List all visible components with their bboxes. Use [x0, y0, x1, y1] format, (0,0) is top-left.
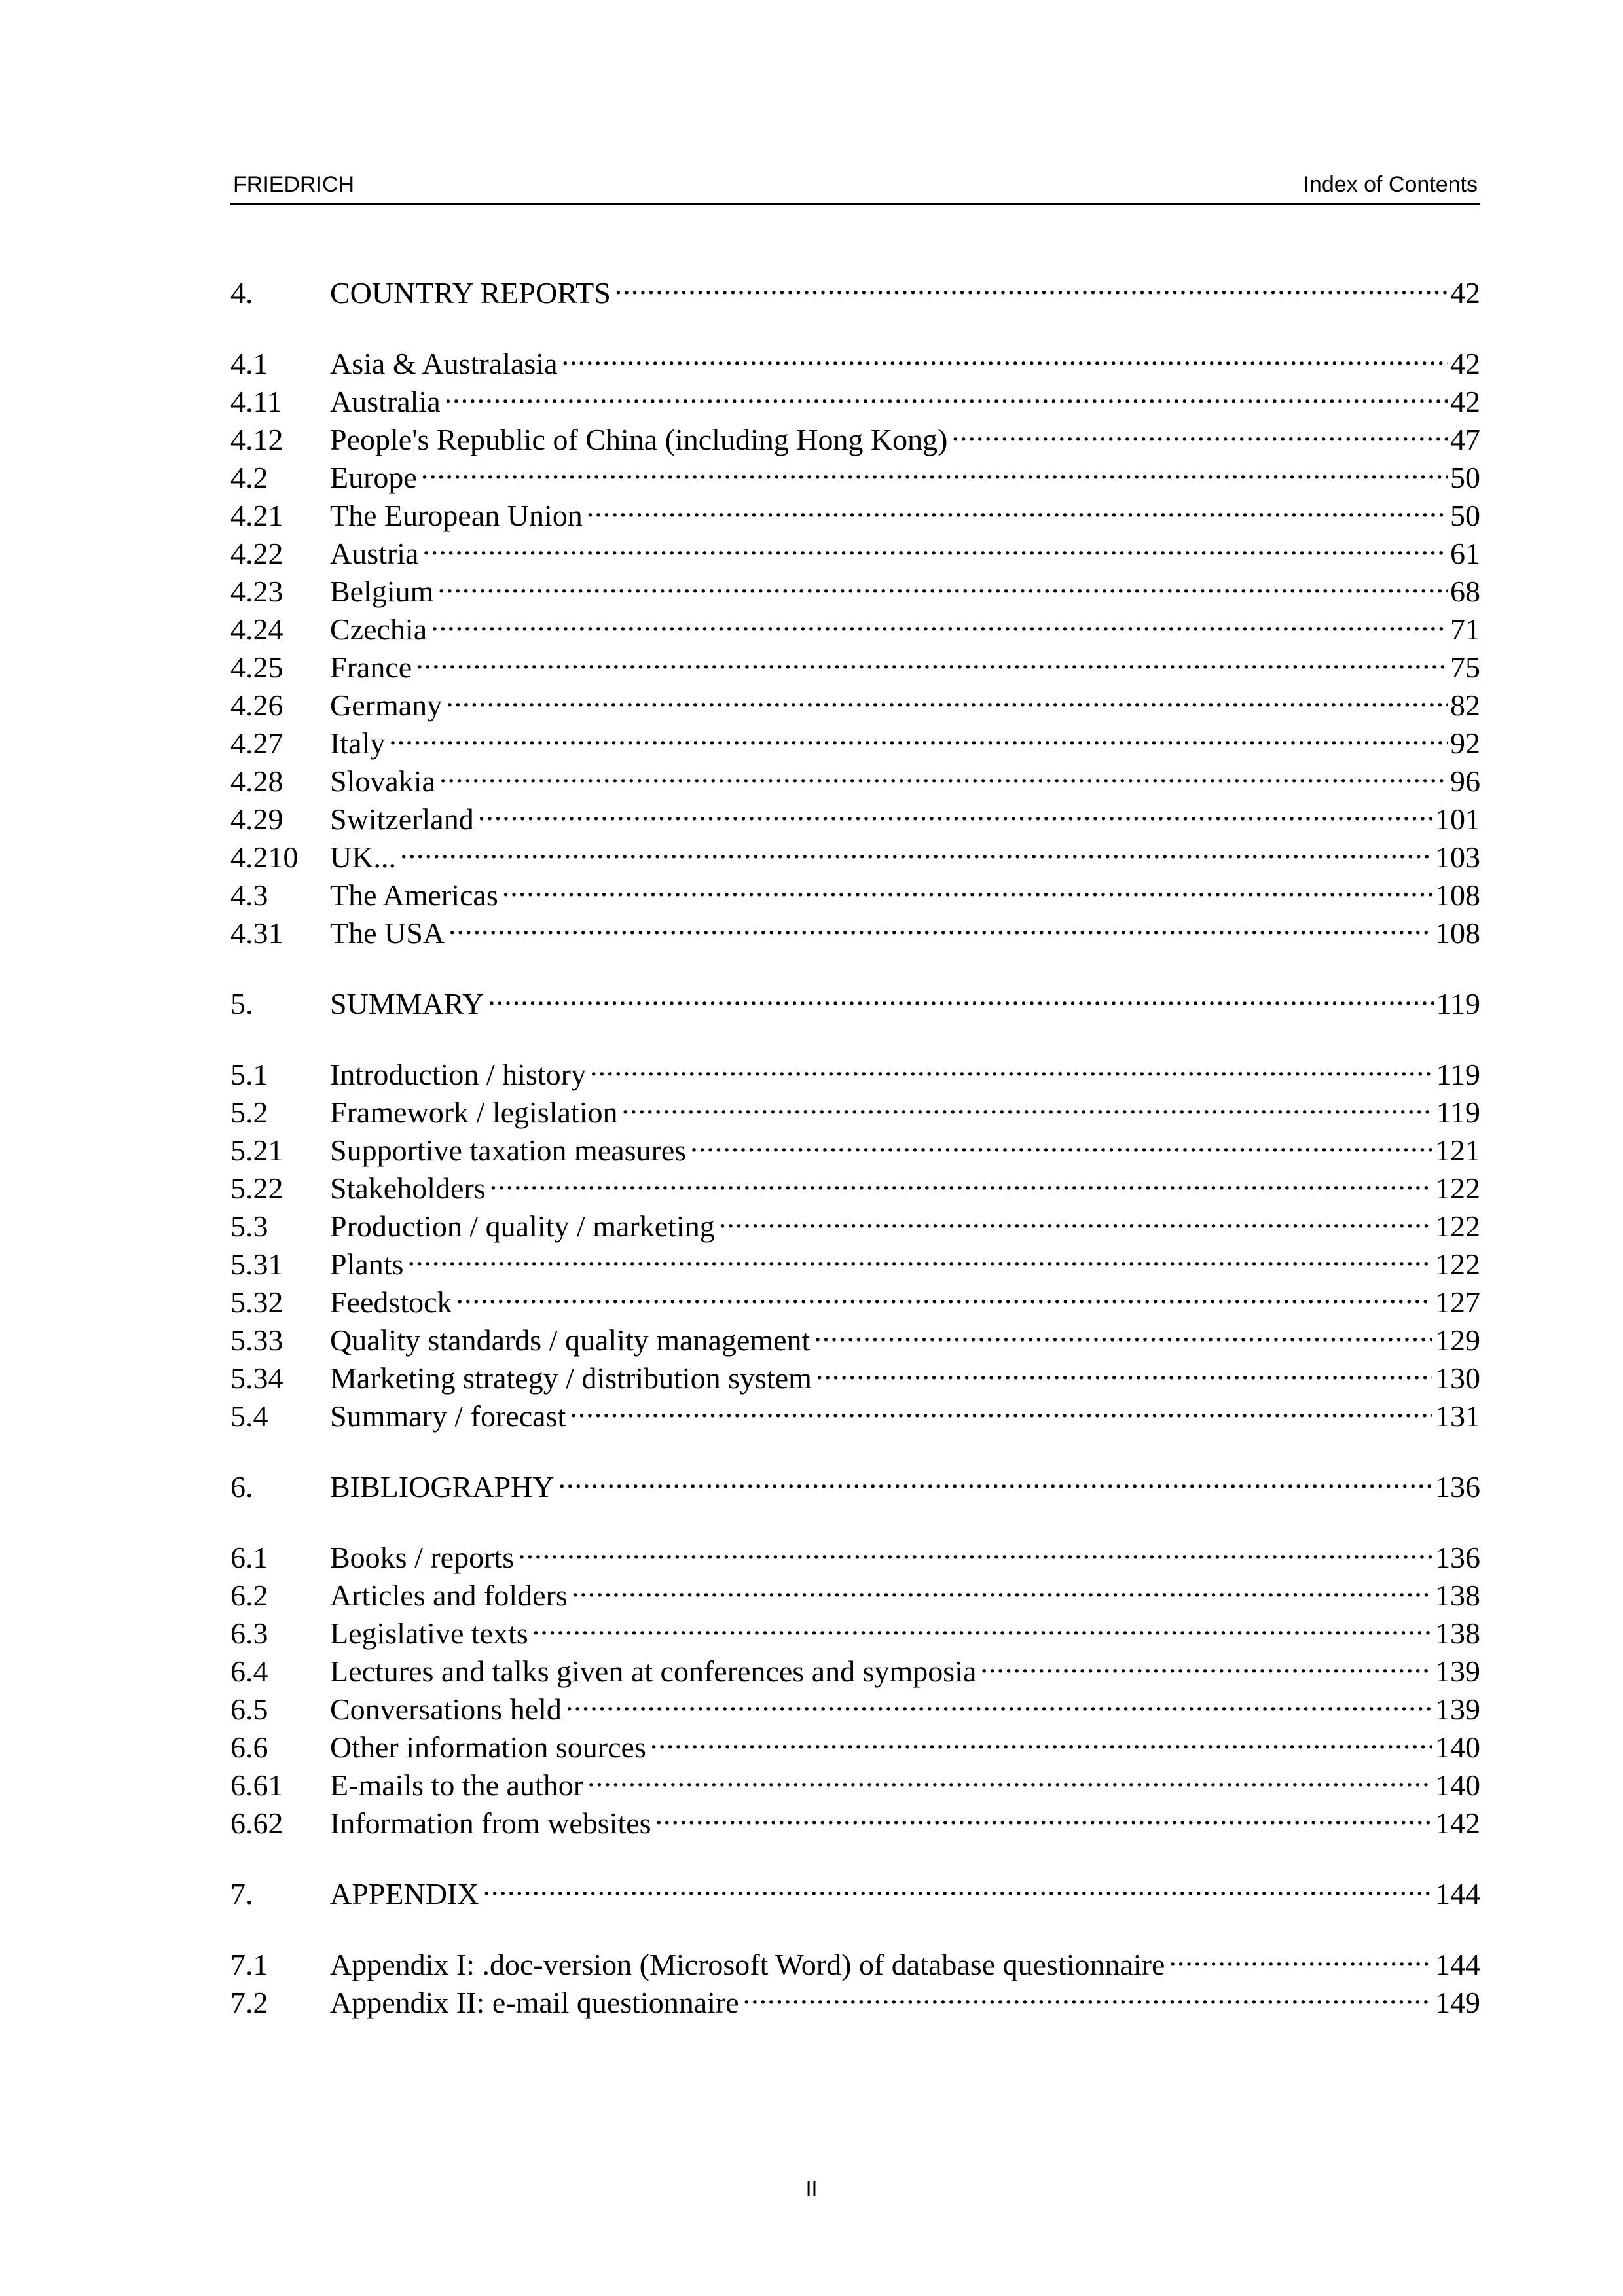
toc-entry[interactable] — [230, 677, 1480, 722]
toc-entry[interactable] — [230, 867, 1480, 912]
toc-entry-page: 136 — [1435, 1541, 1480, 1574]
toc-entry-title: Other information sources — [330, 1731, 646, 1764]
toc-entry-title: Framework / legislation — [330, 1096, 618, 1129]
toc-entry[interactable] — [230, 715, 1480, 760]
toc-entry-number: 4.28 — [230, 764, 283, 798]
toc-entry-number: 4.2 — [230, 461, 268, 494]
toc-entry-title: Appendix I: .doc-version (Microsoft Word) of database questionnaire — [330, 1948, 1165, 1981]
toc-entry-number: 4.27 — [230, 726, 283, 760]
toc-entry-page: 50 — [1450, 499, 1480, 532]
dot-leader — [621, 1085, 1433, 1122]
toc-entry-title: E-mails to the author — [330, 1768, 584, 1802]
toc-entry-title: Legislative texts — [330, 1617, 528, 1650]
toc-entry-page: 47 — [1450, 423, 1480, 456]
toc-entry-number: 5.1 — [230, 1058, 268, 1091]
toc-entry-title: Europe — [330, 461, 417, 494]
toc-entry[interactable] — [230, 336, 1480, 380]
dot-leader — [421, 450, 1448, 488]
toc-entry-title: APPENDIX — [330, 1877, 479, 1910]
toc-entry[interactable] — [230, 1530, 1480, 1574]
toc-entry-number: 7. — [230, 1877, 253, 1910]
toc-entry-title: Czechia — [330, 613, 428, 646]
toc-entry-number: 5.32 — [230, 1285, 283, 1319]
dot-leader — [1169, 1937, 1432, 1975]
toc-entry-number: 5.31 — [230, 1247, 283, 1281]
dot-leader — [431, 601, 1448, 639]
toc-entry-number: 5.33 — [230, 1323, 283, 1357]
toc-entry-page: 140 — [1435, 1768, 1480, 1802]
dot-leader — [532, 1605, 1432, 1643]
toc-entry-page: 119 — [1436, 987, 1480, 1020]
toc-entry-title: Articles and folders — [330, 1579, 568, 1612]
toc-entry-title: Summary / forecast — [330, 1399, 566, 1433]
toc-entry-page: 119 — [1436, 1058, 1480, 1091]
dot-leader — [814, 1312, 1432, 1350]
toc-entry-number: 5.2 — [230, 1096, 268, 1129]
toc-entry-page: 149 — [1435, 1986, 1480, 2019]
toc-entry-title: Quality standards / quality management — [330, 1323, 811, 1357]
toc-entry-title: Supportive taxation measures — [330, 1134, 687, 1167]
toc-entry-title: Stakeholders — [330, 1172, 486, 1205]
dot-leader — [615, 265, 1448, 303]
dot-leader — [439, 753, 1448, 791]
toc-entry-page: 121 — [1435, 1134, 1480, 1167]
toc-entry-page: 122 — [1435, 1210, 1480, 1243]
toc-entry-page: 142 — [1435, 1806, 1480, 1840]
toc-entry-page: 127 — [1435, 1285, 1480, 1319]
toc-entry-title: Asia & Australasia — [330, 347, 558, 380]
table-of-contents — [230, 265, 1480, 2019]
toc-entry-number: 6.62 — [230, 1806, 283, 1840]
toc-entry-number: 6.5 — [230, 1693, 268, 1726]
toc-entry-number: 5.22 — [230, 1172, 283, 1205]
toc-entry-number: 6.4 — [230, 1655, 268, 1688]
toc-entry-title: Production / quality / marketing — [330, 1210, 715, 1243]
toc-entry[interactable] — [230, 1866, 1480, 1910]
toc-entry-page: 130 — [1435, 1361, 1480, 1395]
toc-entry-title: Feedstock — [330, 1285, 452, 1319]
toc-entry[interactable] — [230, 639, 1480, 684]
toc-entry-page: 144 — [1435, 1877, 1480, 1910]
dot-leader — [572, 1568, 1432, 1605]
toc-entry-title: France — [330, 651, 412, 684]
toc-entry-title: BIBLIOGRAPHY — [330, 1470, 555, 1503]
toc-entry-title: Appendix II: e-mail questionnaire — [330, 1986, 739, 2019]
toc-entry-number: 6.2 — [230, 1579, 268, 1612]
toc-entry-page: 108 — [1435, 878, 1480, 912]
dot-leader — [587, 488, 1448, 526]
toc-entry-number: 5.34 — [230, 1361, 283, 1395]
header-author: FRIEDRICH — [233, 172, 355, 197]
toc-entry-number: 4.23 — [230, 575, 283, 608]
toc-entry-title: Plants — [330, 1247, 404, 1281]
toc-entry-number: 5. — [230, 987, 253, 1020]
toc-entry-number: 6.6 — [230, 1731, 268, 1764]
toc-entry-number: 6.3 — [230, 1617, 268, 1650]
toc-entry[interactable] — [230, 1236, 1480, 1281]
toc-entry-page: 122 — [1435, 1172, 1480, 1205]
dot-leader — [448, 905, 1432, 943]
toc-entry-page: 138 — [1435, 1579, 1480, 1612]
toc-entry-number: 4.26 — [230, 689, 283, 722]
toc-entry-number: 6.1 — [230, 1541, 268, 1574]
toc-entry-page: 82 — [1450, 689, 1480, 722]
page-number: II — [805, 2177, 818, 2200]
toc-entry-page: 42 — [1450, 347, 1480, 380]
dot-leader — [952, 412, 1448, 450]
toc-entry-number: 4.3 — [230, 878, 268, 912]
dot-leader — [422, 526, 1448, 564]
toc-entry-number: 4.1 — [230, 347, 268, 380]
toc-entry-title: Germany — [330, 689, 443, 722]
dot-leader — [816, 1350, 1432, 1388]
dot-leader — [566, 1681, 1432, 1719]
toc-entry[interactable] — [230, 1937, 1480, 1981]
toc-entry[interactable] — [230, 829, 1480, 874]
dot-leader — [743, 1975, 1432, 2013]
toc-entry-title: Information from websites — [330, 1806, 651, 1840]
toc-entry-title: Marketing strategy / distribution system — [330, 1361, 812, 1395]
toc-entry[interactable] — [230, 265, 1480, 310]
toc-entry-page: 50 — [1450, 461, 1480, 494]
toc-entry-number: 5.4 — [230, 1399, 268, 1433]
toc-entry-title: Australia — [330, 385, 441, 418]
toc-entry-page: 140 — [1435, 1731, 1480, 1764]
toc-entry-title: The European Union — [330, 499, 583, 532]
dot-leader — [690, 1122, 1432, 1160]
dot-leader — [446, 677, 1448, 715]
toc-entry-page: 103 — [1435, 840, 1480, 874]
toc-entry-number: 4.11 — [230, 385, 282, 418]
toc-entry-number: 6. — [230, 1470, 253, 1503]
toc-entry[interactable] — [230, 1459, 1480, 1503]
toc-entry-page: 68 — [1450, 575, 1480, 608]
dot-leader — [562, 336, 1448, 374]
toc-entry-title: Slovakia — [330, 764, 435, 798]
toc-entry-number: 4. — [230, 276, 253, 310]
toc-entry-page: 92 — [1450, 726, 1480, 760]
toc-entry-page: 136 — [1435, 1470, 1480, 1503]
toc-entry-title: The USA — [330, 916, 445, 950]
toc-entry-number: 6.61 — [230, 1768, 283, 1802]
dot-leader — [478, 791, 1432, 829]
dot-leader — [655, 1795, 1432, 1833]
toc-entry-number: 4.29 — [230, 802, 283, 836]
dot-leader — [488, 976, 1434, 1014]
toc-entry-page: 131 — [1435, 1399, 1480, 1433]
toc-entry-number: 7.1 — [230, 1948, 268, 1981]
toc-entry-title: Italy — [330, 726, 386, 760]
toc-entry-page: 96 — [1450, 764, 1480, 798]
toc-entry-page: 122 — [1435, 1247, 1480, 1281]
toc-entry-title: COUNTRY REPORTS — [330, 276, 611, 310]
toc-entry-page: 75 — [1450, 651, 1480, 684]
toc-entry-page: 61 — [1450, 537, 1480, 570]
toc-entry[interactable] — [230, 1047, 1480, 1091]
dot-leader — [558, 1459, 1432, 1497]
toc-entry-number: 4.22 — [230, 537, 283, 570]
dot-leader — [719, 1198, 1432, 1236]
toc-entry-page: 144 — [1435, 1948, 1480, 1981]
toc-entry-title: Lectures and talks given at conferences and symposia — [330, 1655, 977, 1688]
toc-entry-page: 42 — [1450, 276, 1480, 310]
toc-entry-number: 5.3 — [230, 1210, 268, 1243]
toc-entry[interactable] — [230, 753, 1480, 798]
dot-leader — [407, 1236, 1432, 1274]
toc-entry-page: 138 — [1435, 1617, 1480, 1650]
dot-leader — [980, 1643, 1432, 1681]
dot-leader — [590, 1047, 1434, 1085]
dot-leader — [437, 564, 1448, 601]
toc-entry-title: Books / reports — [330, 1541, 515, 1574]
toc-entry-title: Belgium — [330, 575, 434, 608]
dot-leader — [445, 374, 1448, 412]
dot-leader — [389, 715, 1448, 753]
toc-entry-number: 4.25 — [230, 651, 283, 684]
toc-entry-number: 4.12 — [230, 423, 283, 456]
toc-entry-page: 42 — [1450, 385, 1480, 418]
dot-leader — [502, 867, 1432, 905]
page-header — [230, 171, 1480, 205]
dot-leader — [518, 1530, 1432, 1568]
toc-entry-page: 129 — [1435, 1323, 1480, 1357]
toc-entry-title: Austria — [330, 537, 419, 570]
toc-entry-number: 4.31 — [230, 916, 283, 950]
toc-entry-page: 139 — [1435, 1693, 1480, 1726]
toc-entry-title: Switzerland — [330, 802, 474, 836]
toc-entry-title: Introduction / history — [330, 1058, 586, 1091]
toc-entry-page: 71 — [1450, 613, 1480, 646]
toc-entry-page: 108 — [1435, 916, 1480, 950]
toc-entry[interactable] — [230, 976, 1480, 1020]
toc-entry-title: People's Republic of China (including Hong Kong) — [330, 423, 948, 456]
dot-leader — [456, 1274, 1432, 1312]
dot-leader — [490, 1160, 1432, 1198]
toc-entry-title: UK... — [330, 840, 396, 874]
toc-entry-number: 7.2 — [230, 1986, 268, 2019]
dot-leader — [570, 1388, 1432, 1426]
toc-entry-page: 139 — [1435, 1655, 1480, 1688]
toc-entry-number: 5.21 — [230, 1134, 283, 1167]
header-section-title: Index of Contents — [1303, 172, 1478, 197]
toc-entry-title: SUMMARY — [330, 987, 484, 1020]
toc-entry-number: 4.24 — [230, 613, 283, 646]
toc-entry-number: 4.21 — [230, 499, 283, 532]
toc-entry-title: Conversations held — [330, 1693, 562, 1726]
dot-leader — [400, 829, 1432, 867]
toc-entry-number: 4.210 — [230, 840, 299, 874]
toc-entry-page: 101 — [1435, 802, 1480, 836]
toc-entry-title: The Americas — [330, 878, 498, 912]
dot-leader — [483, 1866, 1432, 1904]
toc-entry[interactable] — [230, 1274, 1480, 1319]
dot-leader — [650, 1719, 1432, 1757]
toc-entry-page: 119 — [1436, 1096, 1480, 1129]
dot-leader — [416, 639, 1448, 677]
dot-leader — [587, 1757, 1432, 1795]
